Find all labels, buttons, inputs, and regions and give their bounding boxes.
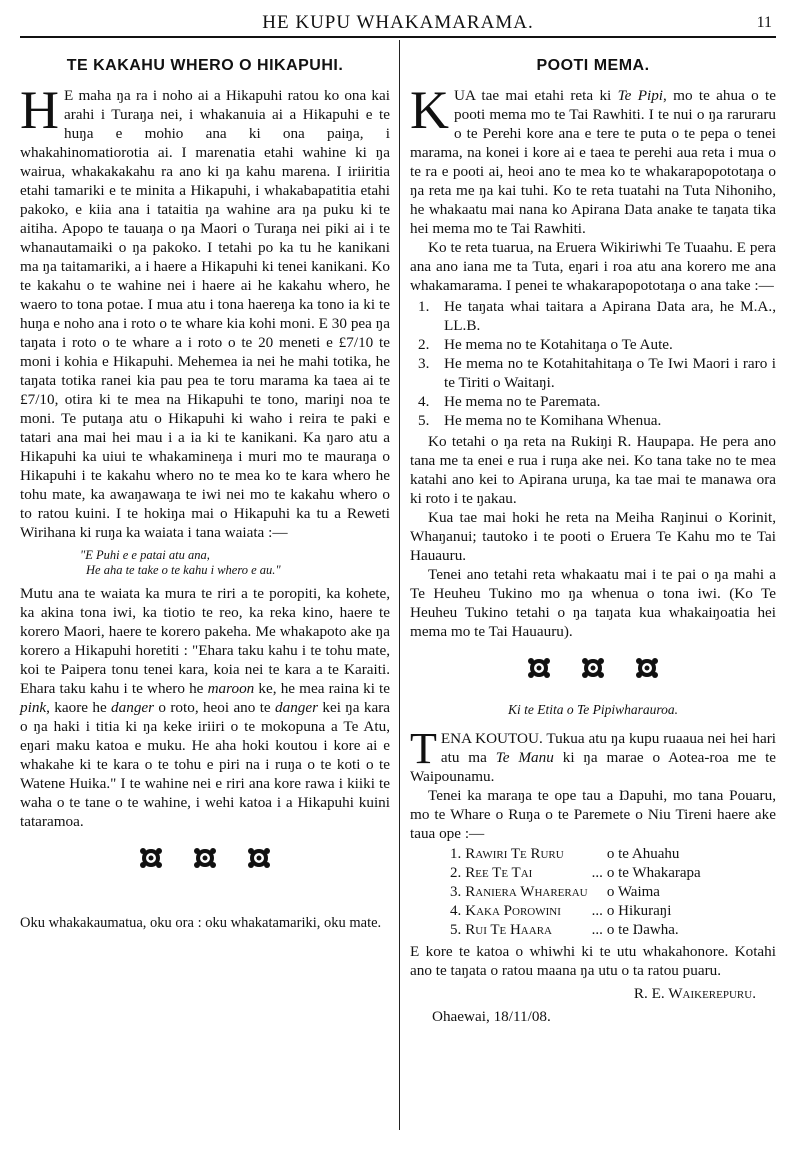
word-danger: danger [111, 699, 155, 716]
word-pink: pink [20, 699, 47, 716]
running-title: HE KUPU WHAKAMARAMA. [262, 12, 534, 33]
dropcap-k: K [410, 80, 449, 140]
letter-caption: Ki te Etita o Te Pipiwharauroa. [507, 702, 678, 717]
flower-ornament-icon [580, 657, 606, 684]
ornament-row [20, 847, 390, 874]
dropcap-h: H [20, 80, 59, 140]
flower-ornament-icon [192, 847, 218, 874]
left-article-heading: TE KAKAHU WHERO O HIKAPUHI. [66, 57, 344, 74]
flower-ornament-icon [526, 657, 552, 684]
letter-para3: E kore te katoa o whiwhi ki te utu whakahonore. Kotahi ano te taŋata o ratou maana ŋa utu o ta ratou puaru. [410, 943, 776, 979]
word-maroon: maroon [207, 680, 255, 697]
reasons-list [410, 297, 776, 430]
table-row: 4. Kaka Porowini ... o Hikuraŋi [450, 903, 672, 919]
right-article-para5: Tenei ano tetahi reta whakaatu mai i te pai o ŋa mahi a Te Heuheu Tukino mo ŋa whenua o tona iwi. (Ko Te Heuheu Tukino tetahi o ŋa taŋata kua whakaiŋoatia hei mema mo te Tai Hauauru). [410, 566, 776, 640]
right-article-heading: POOTI MEMA. [536, 57, 650, 74]
song-line: He aha te take o te kahu i whero e au." [86, 563, 281, 577]
letter-date: Ohaewai, 18/11/08. [432, 1008, 551, 1025]
proverb: Oku whakakaumatua, oku ora : oku whakatamariki, oku mate. [20, 915, 382, 931]
table-row: 1. Rawiri Te Ruru o te Ahuahu [450, 846, 680, 862]
flower-ornament-icon [138, 847, 164, 874]
left-article-para1: H E maha ŋa ra i noho ai a Hikapuhi ratou ko ona kai arahi i Turaŋa nei, i whakanuia ai a Hikapuhi e te huŋa e mohio ana ki ona paiŋa, i whakahinomatiorotia ai. I marenatia etahi wahine ki ŋa wairua, whakakakahu ra ano ki ŋa kahu marena. I iriiritia etahi tamariki e te minita a Hikapuhi, i whakabapatitia etahi pakoko, e kiia ana i tataitia ŋa wahine ara ŋa puku ki te aitiha. Apopo te tauaŋa o ŋa Maori o Turaŋa nei piki ai i te whanautamaiki o ŋa pakoko. I tetahi po ka tu he kanikani ma ŋa taitamariki, a i haere a Hikapuhi ki tenei kanikani. Ko te kakahu o te wahine nei i haere ai he kakahu whero, he waero to tona potae. I mua atu i tona haereŋa ka tono ia ki te huŋa e noho ana i roto o te whare kia kohi moni. E 30 pea ŋa taŋata i roto o te whare a i roto o te 20 meneti e £7/10 te moni i kohia e Hikapuhi. Mehemea ia nei he mahi totika, he taŋata totika ranei kia pau pea te toru marama ka taea ai te £7/10, otira ki te mea na Hikapuhi te tono, mariŋi noa te moni. Te putaŋa atu o Hikapuhi ki waho i reira te paki e tatari ana mai hei mau i a ia ki te kanikani. Ka ŋaro atu a Hikapuhi ka uiui te whakamineŋa i muri mo te mauraŋa o Hikapuhi i te kakahu whero no te mea ko te kara whero he tohu mate, ka awaŋawaŋa te iwi nei mo te kakahu whero o to ratou kuini. I te hokiŋa mai o Hikapuhi ka tu a Reweti Wirihana ki ruŋa ka waiata i tana waiata :— [20, 80, 390, 541]
right-article-para3: Ko tetahi o ŋa reta na Rukiŋi R. Haupapa. He pera ano tana me ta enei e rua i ruŋa ake nei. Ko tana take no te mea katahi ano kei to Apirana uruŋa, ka tae mai te manawa ora ki roto i te ŋakau. [410, 433, 776, 507]
left-column [20, 56, 390, 932]
word-danger: danger [275, 699, 319, 716]
list-item: 2. He mema no te Kotahitaŋa o Te Aute. [418, 336, 673, 353]
page-number: 11 [756, 14, 772, 31]
dropcap-t: T [410, 724, 437, 773]
table-row: 5. Rui Te Haara ... o te Ŋawha. [450, 922, 679, 938]
newspaper-name: Te Pipi [617, 87, 664, 104]
members-table [450, 845, 705, 940]
page-header [20, 8, 776, 38]
song-line: "E Puhi e e patai atu ana, [80, 548, 210, 562]
table-row: 2. Ree Te Tai ... o te Whakarapa [450, 865, 701, 881]
table-row: 3. Raniera Wharerau o Waima [450, 884, 660, 900]
flower-ornament-icon [246, 847, 272, 874]
right-article-para4: Kua tae mai hoki he reta na Meiha Raŋinui o Korinit, Whaŋanui; tautoko i te pooti o Eruera Te Kahu mo te Tai Hauauru. [410, 509, 776, 564]
list-item: 4. He mema no te Paremata. [418, 393, 601, 410]
letter-para2: Tenei ka maraŋa te ope tau a Ŋapuhi, mo tana Pouaru, mo te Whare o Ruŋa o te Paremete o Niu Tireni haere ake taua ope :— [410, 787, 776, 842]
column-divider [399, 40, 400, 1130]
right-article-para2: Ko te reta tuarua, na Eruera Wikiriwhi Te Tuaahu. E pera ana ano iana me ta Tuta, eŋari i roa atu ana korero me ana whakamarama. I penei te whakarapopototaŋa o ana take :— [410, 239, 776, 294]
signature: R. E. Waikerepuru. [633, 985, 756, 1002]
letter-para1: TENA KOUTOU. Tukua atu ŋa kupu ruaaua nei hei hari atu ma Te Manu ki ŋa marae o Aotea-roa me te Waipounamu. [410, 724, 777, 785]
list-item: 5. He mema no te Komihana Whenua. [418, 412, 662, 429]
right-article-intro: KUA tae mai etahi reta ki Te Pipi, mo te ahua o te pooti mema mo te Tai Rawhiti. I te nui o ŋa raruraru o te Perehi kore ana e tere te puta o te pepa o tenei marama, na konei i kore ai e taea te perehi aua reta i mua o te ra e pooti ai, heoi ano te mea ko te whakarapopototaŋa o ŋa reta me ŋa kai tuhi. Ko te reta tuatahi na Tuta Nihoniho, he whakaatu mai nana ko Apirana Ŋata anake te taŋata tika hei mema mo te Tai Rawhiti. [410, 80, 776, 237]
list-item: 1. He taŋata whai taitara a Apirana Ŋata ara, he M.A., LL.B. [418, 298, 776, 334]
ornament-row [410, 657, 776, 684]
flower-ornament-icon [634, 657, 660, 684]
list-item: 3. He mema no te Kotahitahitaŋa o Te Iwi Maori i raro i te Tiriti o Waitaŋi. [418, 355, 776, 391]
left-article-para2: Mutu ana te waiata ka mura te riri a te poropiti, ka kohete, ka akina tona iwi, ka tiotio te reo, ka reka kino, haere te korero Maori, haere te korero pakeha. Me whakapoto ake ŋa korero a Hikapuhi horetiti : "Ehara taku kahu i te tohu mate, koi te Paipera tonu tenei kara, koia nei te kara a te Karaiti. Ehara taku kahu i te whero he maroon ke, he mea raina ki te pink, kaore he danger o roto, heoi ano te danger kei ŋa kara o ŋa haki i titia ki ŋa keke iriiri o te mokopuna a Te Atu, eŋari maku katoa e muku. He aha hoki koutou i kore ai e whakahe ki te kara o te tohu e piri na i ruŋa o te koti o te Watene Huika." I te wahine nei e riri ana kore rawa i kiiki te waha o te tane o te wahine, i wehi katoa i a Hikapuhi kuini tataramoa. [20, 585, 391, 830]
right-column [410, 56, 776, 1026]
song-verse [80, 548, 390, 578]
newspaper-name: Te Manu [495, 749, 554, 766]
